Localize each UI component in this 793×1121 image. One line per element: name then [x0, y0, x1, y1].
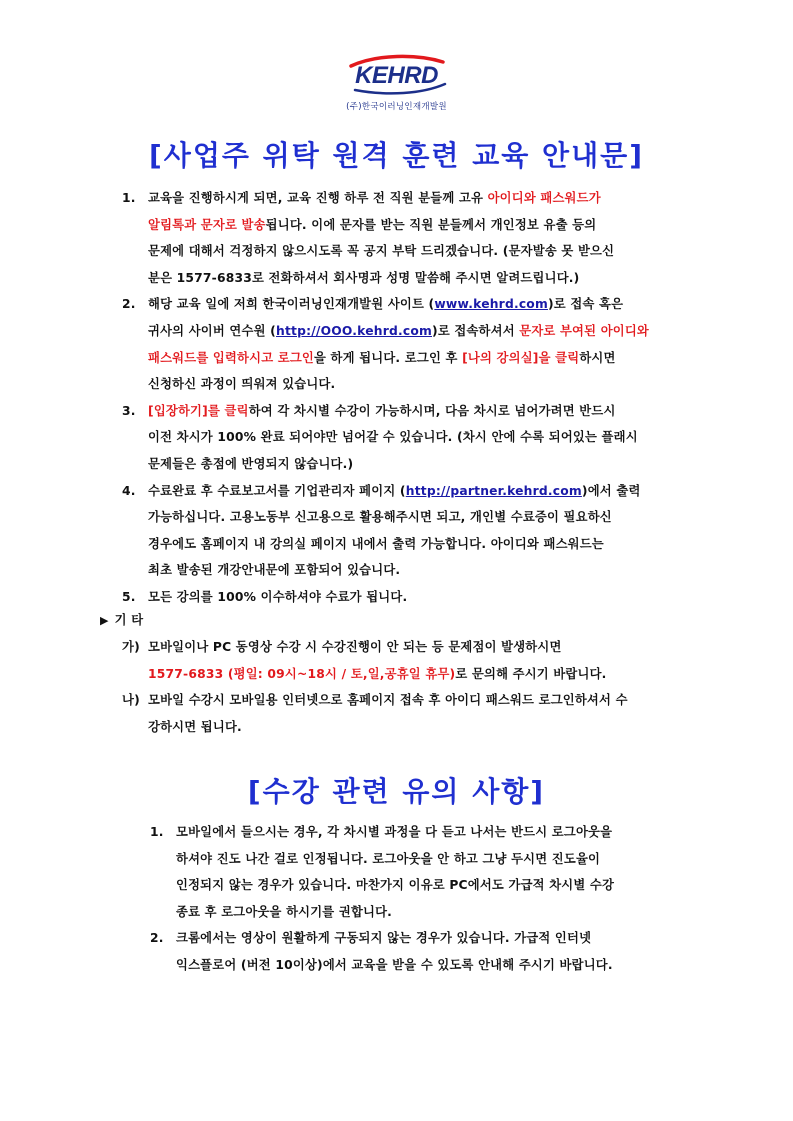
text-segment: 분은 1577-6833로 전화하셔서 회사명과 성명 말씀해 주시면 알려드립니다.)	[148, 270, 580, 285]
text-segment: 신청하신 과정이 띄워져 있습니다.	[148, 377, 336, 392]
etc-label: 기 타	[114, 613, 144, 627]
text-line	[148, 398, 638, 425]
logo-subtitle: (주)한국이러닝인재개발원	[346, 102, 447, 112]
item-number: 가)	[122, 640, 140, 654]
text-line	[148, 291, 649, 318]
text-segment: 하셔야 진도 나간 걸로 인정됩니다. 로그아웃을 안 하고 그냥 두시면 진도율이	[176, 851, 601, 866]
text-segment: 경우에도 홈페이지 내 강의실 페이지 내에서 출력 가능합니다. 아이디와 패스워드는	[148, 536, 604, 551]
page-title: [사업주 위탁 원격 훈련 교육 안내문]	[148, 139, 644, 172]
highlight-text: [입장하기]를 클릭	[148, 403, 249, 418]
text-line	[148, 504, 641, 531]
text-line	[148, 185, 614, 212]
text-segment: )에서 출력	[581, 483, 641, 498]
instruction-item	[122, 584, 407, 611]
text-line	[148, 424, 638, 451]
highlight-text: 패스워드를 입력하시고 로그인	[148, 350, 314, 365]
item-number: 1.	[150, 825, 164, 839]
text-line	[148, 238, 614, 265]
highlight-text: 알림톡과 문자로 발송	[148, 217, 266, 232]
text-segment: 수료완료 후 수료보고서를 기업관리자 페이지 (	[148, 483, 406, 498]
url-link[interactable]: www.kehrd.com	[434, 297, 548, 312]
text-segment: )로 접속 혹은	[547, 297, 624, 312]
note-item	[150, 925, 613, 978]
highlight-text: 아이디와 패스워드가	[487, 191, 601, 205]
section-title: [수강 관련 유의 사항]	[247, 775, 546, 808]
item-number: 4.	[122, 483, 136, 498]
text-line	[148, 557, 641, 584]
item-number: 2.	[150, 931, 164, 946]
text-segment: 됩니다. 이에 문자를 받는 직원 분들께서 개인정보 유출 등의	[265, 217, 597, 232]
etc-item	[122, 687, 628, 740]
text-line	[148, 634, 607, 661]
text-line	[148, 531, 641, 558]
text-line	[148, 212, 614, 239]
text-line	[148, 318, 649, 345]
text-line	[176, 952, 613, 979]
text-segment: 최초 발송된 개강안내문에 포함되어 있습니다.	[148, 563, 401, 578]
text-line	[148, 661, 607, 688]
item-number: 나)	[122, 693, 140, 708]
text-segment: )로 접속하셔서	[432, 323, 520, 338]
text-line	[148, 584, 407, 611]
text-line	[148, 451, 638, 478]
text-segment: 을 하게 됩니다. 로그인 후	[314, 350, 463, 365]
text-segment: 익스플로어 (버전 10이상)에서 교육을 받을 수 있도록 안내해 주시기 바랍니다.	[176, 957, 613, 972]
instruction-item	[122, 398, 638, 478]
company-logo	[0, 52, 793, 100]
etc-item	[122, 634, 607, 687]
text-segment: 모바일 수강시 모바일용 인터넷으로 홈페이지 접속 후 아이디 패스워드 로그인하셔서 수	[148, 693, 628, 708]
text-segment: 이전 차시가 100% 완료 되어야만 넘어갈 수 있습니다. (차시 안에 수록 되어있는 플래시	[148, 430, 638, 445]
highlight-text: [나의 강의실]을 클릭	[462, 350, 580, 365]
text-line	[176, 819, 614, 846]
text-segment: 인정되지 않는 경우가 있습니다. 마찬가지 이유로 PC에서도 가급적 차시별 수강	[176, 878, 615, 893]
item-number: 2.	[122, 297, 136, 312]
text-segment: 모바일에서 들으시는 경우, 각 차시별 과정을 다 듣고 나서는 반드시 로그아웃을	[176, 825, 613, 839]
url-link[interactable]: http://OOO.kehrd.com	[275, 323, 432, 338]
text-segment: 교육을 진행하시게 되면, 교육 진행 하루 전 직원 분들께 고유	[148, 191, 488, 205]
text-line	[148, 687, 628, 714]
text-segment: 하여 각 차시별 수강이 가능하시며, 다음 차시로 넘어가려면 반드시	[248, 403, 616, 418]
item-number: 5.	[122, 590, 136, 604]
text-line	[148, 265, 614, 292]
text-line	[148, 714, 628, 741]
text-segment: 문제에 대해서 걱정하지 않으시도록 꼭 공지 부탁 드리겠습니다. (문자발송 못 받으신	[148, 244, 615, 259]
text-segment: 가능하십니다. 고용노동부 신고용으로 활용해주시면 되고, 개인별 수료증이 필요하신	[148, 510, 612, 525]
text-segment: 모든 강의를 100% 이수하셔야 수료가 됩니다.	[148, 590, 408, 604]
url-link[interactable]: http://partner.kehrd.com	[405, 483, 582, 498]
instruction-item	[122, 185, 614, 291]
logo-text: KEHRD	[355, 62, 438, 89]
etc-heading	[100, 607, 143, 635]
text-line	[176, 899, 614, 926]
text-segment: 해당 교육 일에 저희 한국이러닝인재개발원 사이트 (	[148, 297, 435, 312]
triangle-marker-icon: ▶	[100, 614, 109, 627]
text-line	[148, 345, 649, 372]
highlight-text: 1577-6833 (평일: 09시~18시 / 토,일,공휴일 휴무)	[148, 666, 456, 681]
text-line	[176, 872, 614, 899]
instruction-item	[122, 291, 649, 397]
text-segment: 모바일이나 PC 동영상 수강 시 수강진행이 안 되는 등 문제점이 발생하시면	[148, 640, 562, 654]
text-segment: 문제들은 총점에 반영되지 않습니다.)	[148, 456, 354, 471]
text-segment: 종료 후 로그아웃을 하시기를 권합니다.	[176, 904, 393, 919]
instruction-item	[122, 478, 641, 584]
text-segment: 강하시면 됩니다.	[148, 719, 242, 734]
highlight-text: 문자로 부여된 아이디와	[519, 323, 650, 338]
text-line	[176, 846, 614, 873]
text-segment: 하시면	[579, 350, 616, 365]
text-segment: 크롬에서는 영상이 원활하게 구동되지 않는 경우가 있습니다. 가급적 인터넷	[176, 931, 592, 946]
item-number: 1.	[122, 191, 136, 205]
text-segment: 귀사의 사이버 연수원 (	[148, 323, 276, 338]
text-segment: 로 문의해 주시기 바랍니다.	[455, 666, 607, 681]
text-line	[148, 478, 641, 505]
note-item	[150, 819, 614, 925]
item-number: 3.	[122, 403, 136, 418]
text-line	[176, 925, 613, 952]
text-line	[148, 371, 649, 398]
